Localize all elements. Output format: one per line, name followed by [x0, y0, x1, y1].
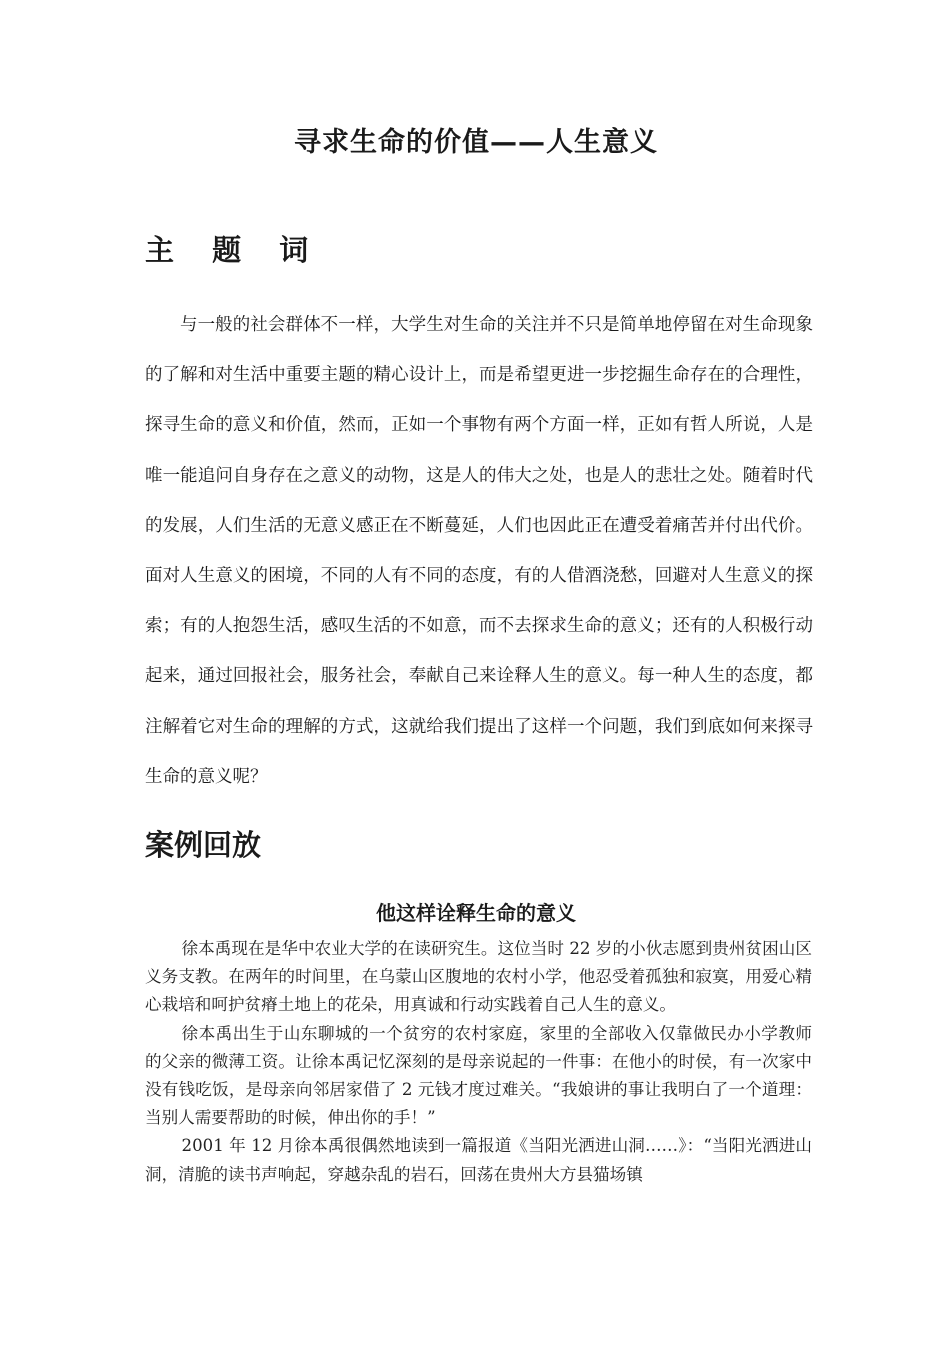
- case-paragraph-2: 徐本禹出生于山东聊城的一个贫穷的农村家庭，家里的全部收入仅靠做民办小学教师的父亲的微薄工资。让徐本禹记忆深刻的是母亲说起的一件事：在他小的时侯，有一次家中没有钱吃饭，是母亲向邻居家借了 2 元钱才度过难关。“我娘讲的事让我明白了一个道理：当别人需要帮助的时候，伸出你的手！”: [145, 1023, 812, 1128]
- case-body: [145, 935, 812, 1189]
- keywords-body: [145, 300, 813, 802]
- case-paragraph-3: 2001 年 12 月徐本禹很偶然地读到一篇报道《当阳光洒进山洞……》：“当阳光洒进山洞，清脆的读书声响起，穿越杂乱的岩石，回荡在贵州大方县猫场镇: [145, 1136, 812, 1184]
- document-title: 寻求生命的价值——人生意义: [294, 127, 658, 158]
- section-heading-case-review: 案例回放: [145, 828, 262, 862]
- case-paragraph-1: 徐本禹现在是华中农业大学的在读研究生。这位当时 22 岁的小伙志愿到贵州贫困山区义务支教。在两年的时间里，在乌蒙山区腹地的农村小学，他忍受着孤独和寂寞，用爱心精心栽培和呵护贫瘠土地上的花朵，用真诚和行动实践着自己人生的意义。: [145, 939, 812, 1015]
- case-title: 他这样诠释生命的意义: [376, 901, 576, 925]
- section-heading-keywords: 主 题 词: [145, 233, 323, 267]
- keywords-paragraph: 与一般的社会群体不一样，大学生对生命的关注并不只是简单地停留在对生命现象的了解和对生活中重要主题的精心设计上，而是希望更进一步挖掘生命存在的合理性，探寻生命的意义和价值，然而，正如一个事物有两个方面一样，正如有哲人所说，人是唯一能追问自身存在之意义的动物，这是人的伟大之处，也是人的悲壮之处。随着时代的发展，人们生活的无意义感正在不断蔓延，人们也因此正在遭受着痛苦并付出代价。面对人生意义的困境，不同的人有不同的态度，有的人借酒浇愁，回避对人生意义的探索；有的人抱怨生活，感叹生活的不如意，而不去探求生命的意义；还有的人积极行动起来，通过回报社会，服务社会，奉献自己来诠释人生的意义。每一种人生的态度，都注解着它对生命的理解的方式，这就给我们提出了这样一个问题，我们到底如何来探寻生命的意义呢？: [145, 315, 813, 787]
